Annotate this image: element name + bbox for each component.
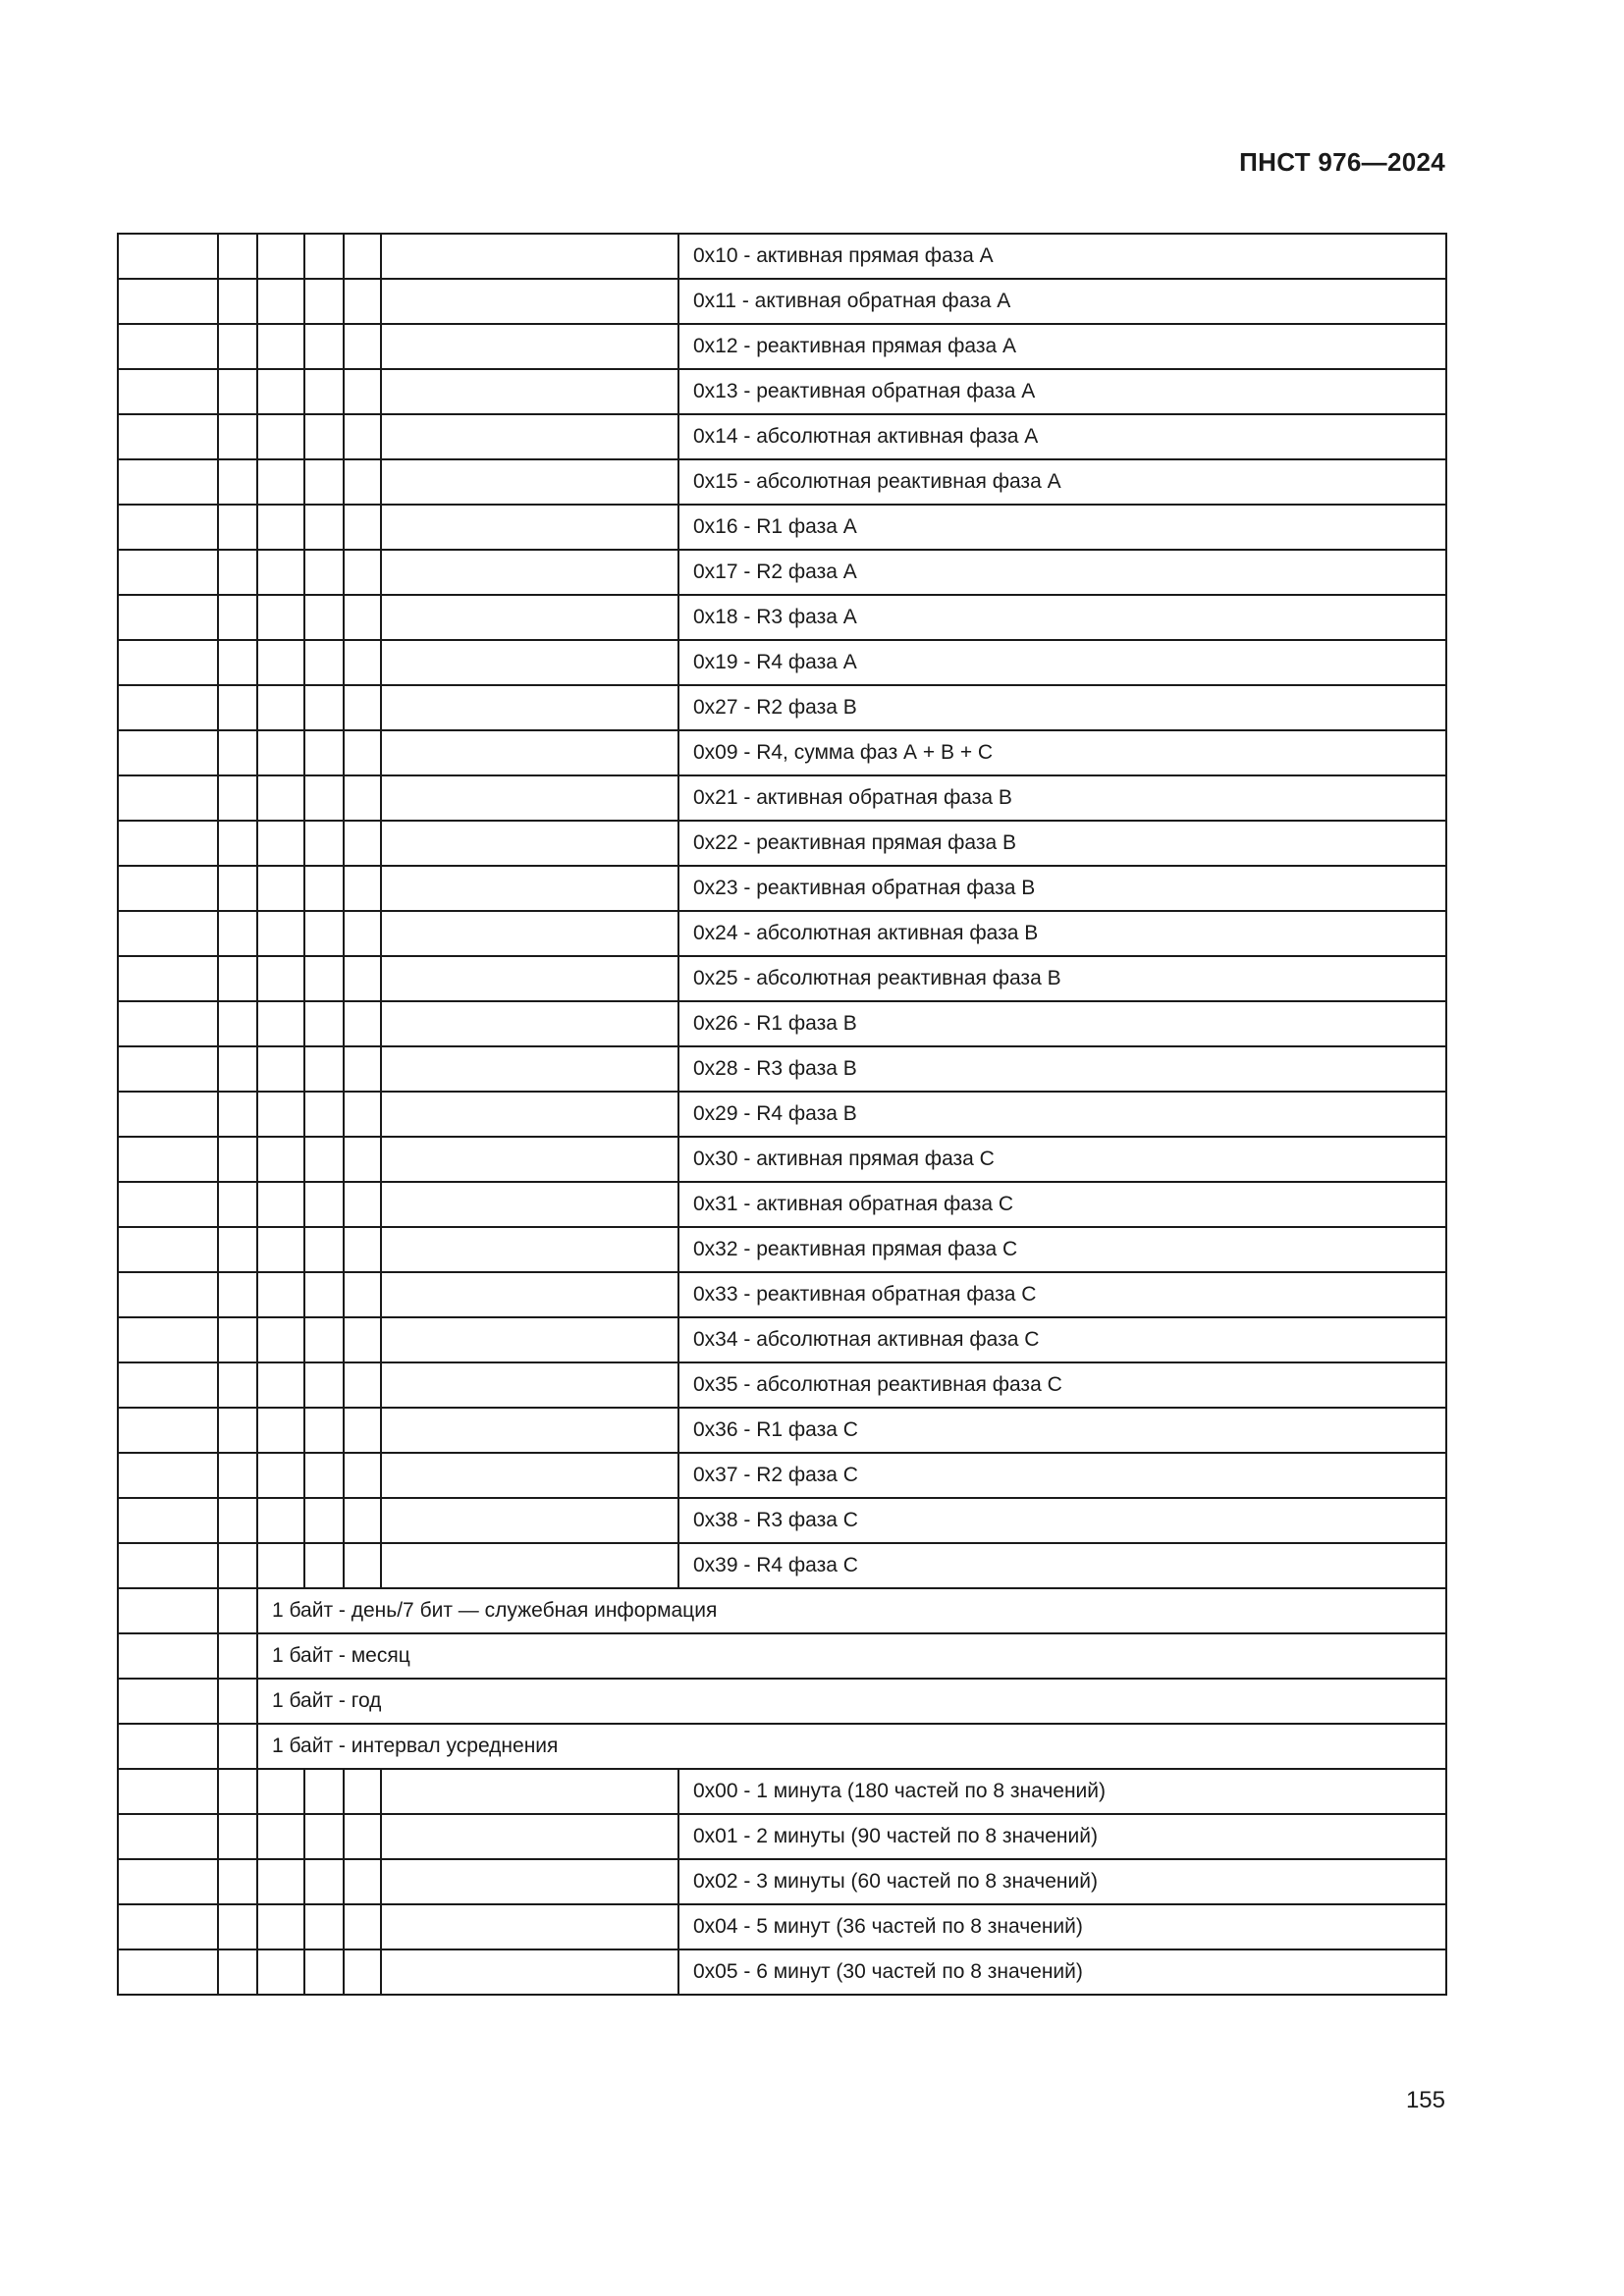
- empty-cell: [381, 911, 678, 956]
- empty-cell: [218, 1046, 257, 1092]
- empty-cell: [218, 775, 257, 821]
- empty-cell: [304, 1543, 344, 1588]
- empty-cell: [344, 369, 381, 414]
- empty-cell: [257, 1046, 304, 1092]
- byte-description-cell: 1 байт - месяц: [257, 1633, 1446, 1679]
- empty-cell: [118, 1904, 218, 1949]
- code-description-cell: 0x13 - реактивная обратная фаза А: [678, 369, 1446, 414]
- table-row: [118, 1859, 1446, 1904]
- table-row: [118, 775, 1446, 821]
- empty-cell: [218, 459, 257, 505]
- empty-cell: [218, 505, 257, 550]
- empty-cell: [218, 730, 257, 775]
- empty-cell: [304, 775, 344, 821]
- empty-cell: [304, 369, 344, 414]
- empty-cell: [344, 1182, 381, 1227]
- byte-description-cell: 1 байт - год: [257, 1679, 1446, 1724]
- empty-cell: [118, 640, 218, 685]
- empty-cell: [118, 911, 218, 956]
- empty-cell: [257, 1092, 304, 1137]
- code-description-cell: 0x30 - активная прямая фаза С: [678, 1137, 1446, 1182]
- empty-cell: [218, 550, 257, 595]
- empty-cell: [304, 505, 344, 550]
- empty-cell: [344, 1543, 381, 1588]
- empty-cell: [344, 1362, 381, 1408]
- code-description-cell: 0x36 - R1 фаза С: [678, 1408, 1446, 1453]
- empty-cell: [344, 866, 381, 911]
- code-description-cell: 0x09 - R4, сумма фаз А + В + С: [678, 730, 1446, 775]
- empty-cell: [218, 1679, 257, 1724]
- table-row: [118, 730, 1446, 775]
- code-description-cell: 0x31 - активная обратная фаза С: [678, 1182, 1446, 1227]
- empty-cell: [344, 1814, 381, 1859]
- empty-cell: [381, 324, 678, 369]
- table-row: [118, 1182, 1446, 1227]
- empty-cell: [257, 956, 304, 1001]
- empty-cell: [118, 956, 218, 1001]
- empty-cell: [118, 279, 218, 324]
- empty-cell: [304, 911, 344, 956]
- empty-cell: [381, 414, 678, 459]
- code-description-cell: 0x15 - абсолютная реактивная фаза А: [678, 459, 1446, 505]
- empty-cell: [344, 911, 381, 956]
- empty-cell: [381, 369, 678, 414]
- empty-cell: [118, 1137, 218, 1182]
- empty-cell: [218, 821, 257, 866]
- empty-cell: [118, 1679, 218, 1724]
- empty-cell: [381, 1046, 678, 1092]
- table-row: [118, 1046, 1446, 1092]
- table-row: [118, 1408, 1446, 1453]
- empty-cell: [381, 1904, 678, 1949]
- empty-cell: [118, 1408, 218, 1453]
- empty-cell: [381, 234, 678, 279]
- empty-cell: [118, 324, 218, 369]
- table-row: [118, 866, 1446, 911]
- empty-cell: [218, 369, 257, 414]
- empty-cell: [218, 279, 257, 324]
- empty-cell: [381, 1453, 678, 1498]
- table-row: [118, 685, 1446, 730]
- empty-cell: [381, 730, 678, 775]
- empty-cell: [304, 1904, 344, 1949]
- code-description-cell: 0x32 - реактивная прямая фаза С: [678, 1227, 1446, 1272]
- empty-cell: [381, 1092, 678, 1137]
- empty-cell: [257, 1543, 304, 1588]
- empty-cell: [257, 821, 304, 866]
- empty-cell: [218, 234, 257, 279]
- empty-cell: [118, 866, 218, 911]
- code-description-cell: 0x22 - реактивная прямая фаза В: [678, 821, 1446, 866]
- empty-cell: [304, 1092, 344, 1137]
- empty-cell: [381, 1182, 678, 1227]
- empty-cell: [344, 956, 381, 1001]
- empty-cell: [344, 1046, 381, 1092]
- empty-cell: [118, 1588, 218, 1633]
- code-description-cell: 0x38 - R3 фаза С: [678, 1498, 1446, 1543]
- empty-cell: [218, 1227, 257, 1272]
- table-row: [118, 1137, 1446, 1182]
- empty-cell: [218, 1001, 257, 1046]
- empty-cell: [344, 279, 381, 324]
- table-row: [118, 1362, 1446, 1408]
- empty-cell: [344, 1859, 381, 1904]
- empty-cell: [218, 1092, 257, 1137]
- empty-cell: [304, 550, 344, 595]
- empty-cell: [304, 1453, 344, 1498]
- empty-cell: [218, 1453, 257, 1498]
- byte-description-cell: 1 байт - день/7 бит — служебная информация: [257, 1588, 1446, 1633]
- code-description-cell: 0x00 - 1 минута (180 частей по 8 значений): [678, 1769, 1446, 1814]
- empty-cell: [257, 234, 304, 279]
- empty-cell: [118, 685, 218, 730]
- empty-cell: [304, 1272, 344, 1317]
- empty-cell: [257, 369, 304, 414]
- empty-cell: [257, 550, 304, 595]
- empty-cell: [304, 595, 344, 640]
- code-description-cell: 0x12 - реактивная прямая фаза А: [678, 324, 1446, 369]
- empty-cell: [381, 1408, 678, 1453]
- empty-cell: [257, 1317, 304, 1362]
- empty-cell: [304, 1769, 344, 1814]
- empty-cell: [344, 821, 381, 866]
- empty-cell: [118, 1001, 218, 1046]
- table-row: [118, 1001, 1446, 1046]
- empty-cell: [257, 1272, 304, 1317]
- empty-cell: [118, 505, 218, 550]
- empty-cell: [344, 595, 381, 640]
- empty-cell: [257, 1182, 304, 1227]
- code-description-cell: 0x11 - активная обратная фаза А: [678, 279, 1446, 324]
- code-description-cell: 0x25 - абсолютная реактивная фаза В: [678, 956, 1446, 1001]
- empty-cell: [381, 279, 678, 324]
- empty-cell: [118, 730, 218, 775]
- empty-cell: [218, 1272, 257, 1317]
- empty-cell: [118, 595, 218, 640]
- code-description-cell: 0x19 - R4 фаза А: [678, 640, 1446, 685]
- empty-cell: [218, 1724, 257, 1769]
- table-row: [118, 1633, 1446, 1679]
- empty-cell: [304, 1046, 344, 1092]
- empty-cell: [304, 324, 344, 369]
- code-description-cell: 0x24 - абсолютная активная фаза В: [678, 911, 1446, 956]
- empty-cell: [344, 1769, 381, 1814]
- empty-cell: [218, 1137, 257, 1182]
- empty-cell: [304, 459, 344, 505]
- empty-cell: [381, 1769, 678, 1814]
- code-description-cell: 0x10 - активная прямая фаза А: [678, 234, 1446, 279]
- empty-cell: [118, 234, 218, 279]
- empty-cell: [304, 234, 344, 279]
- empty-cell: [118, 1362, 218, 1408]
- empty-cell: [304, 1317, 344, 1362]
- empty-cell: [381, 1317, 678, 1362]
- code-description-cell: 0x27 - R2 фаза В: [678, 685, 1446, 730]
- empty-cell: [344, 234, 381, 279]
- empty-cell: [344, 775, 381, 821]
- table-row: [118, 1724, 1446, 1769]
- empty-cell: [381, 1362, 678, 1408]
- empty-cell: [118, 1046, 218, 1092]
- empty-cell: [218, 911, 257, 956]
- empty-cell: [118, 821, 218, 866]
- empty-cell: [304, 1137, 344, 1182]
- code-description-cell: 0x28 - R3 фаза В: [678, 1046, 1446, 1092]
- table-row: [118, 911, 1446, 956]
- empty-cell: [257, 1001, 304, 1046]
- empty-cell: [218, 1498, 257, 1543]
- empty-cell: [257, 866, 304, 911]
- empty-cell: [344, 1904, 381, 1949]
- empty-cell: [344, 324, 381, 369]
- document-id: ПНСТ 976—2024: [1239, 147, 1445, 177]
- empty-cell: [381, 1137, 678, 1182]
- table-row: [118, 1453, 1446, 1498]
- table-row: [118, 821, 1446, 866]
- code-description-cell: 0x05 - 6 минут (30 частей по 8 значений): [678, 1949, 1446, 1995]
- table-row: [118, 1814, 1446, 1859]
- table-row: [118, 1317, 1446, 1362]
- empty-cell: [257, 1227, 304, 1272]
- empty-cell: [118, 1227, 218, 1272]
- empty-cell: [381, 640, 678, 685]
- empty-cell: [218, 1814, 257, 1859]
- empty-cell: [257, 911, 304, 956]
- empty-cell: [381, 866, 678, 911]
- empty-cell: [381, 1814, 678, 1859]
- table-row: [118, 640, 1446, 685]
- empty-cell: [344, 1272, 381, 1317]
- empty-cell: [257, 1137, 304, 1182]
- empty-cell: [257, 1453, 304, 1498]
- table-row: [118, 414, 1446, 459]
- code-description-cell: 0x37 - R2 фаза С: [678, 1453, 1446, 1498]
- empty-cell: [218, 1904, 257, 1949]
- table-row: [118, 279, 1446, 324]
- empty-cell: [304, 730, 344, 775]
- table-row: [118, 1092, 1446, 1137]
- code-description-cell: 0x29 - R4 фаза В: [678, 1092, 1446, 1137]
- empty-cell: [344, 414, 381, 459]
- empty-cell: [118, 1317, 218, 1362]
- empty-cell: [218, 640, 257, 685]
- empty-cell: [118, 1949, 218, 1995]
- empty-cell: [344, 1408, 381, 1453]
- empty-cell: [257, 1949, 304, 1995]
- table-row: [118, 550, 1446, 595]
- empty-cell: [304, 1859, 344, 1904]
- empty-cell: [118, 1453, 218, 1498]
- code-description-cell: 0x01 - 2 минуты (90 частей по 8 значений): [678, 1814, 1446, 1859]
- empty-cell: [218, 1182, 257, 1227]
- empty-cell: [218, 1408, 257, 1453]
- code-description-cell: 0x14 - абсолютная активная фаза А: [678, 414, 1446, 459]
- empty-cell: [118, 550, 218, 595]
- empty-cell: [118, 1498, 218, 1543]
- empty-cell: [381, 1543, 678, 1588]
- empty-cell: [304, 821, 344, 866]
- empty-cell: [304, 956, 344, 1001]
- code-description-cell: 0x26 - R1 фаза В: [678, 1001, 1446, 1046]
- empty-cell: [381, 595, 678, 640]
- empty-cell: [257, 279, 304, 324]
- empty-cell: [344, 730, 381, 775]
- empty-cell: [257, 730, 304, 775]
- empty-cell: [381, 775, 678, 821]
- code-description-cell: 0x02 - 3 минуты (60 частей по 8 значений): [678, 1859, 1446, 1904]
- empty-cell: [344, 1949, 381, 1995]
- empty-cell: [381, 505, 678, 550]
- empty-cell: [218, 1949, 257, 1995]
- empty-cell: [381, 550, 678, 595]
- empty-cell: [344, 1137, 381, 1182]
- empty-cell: [257, 1769, 304, 1814]
- empty-cell: [118, 775, 218, 821]
- table-row: [118, 234, 1446, 279]
- empty-cell: [381, 1227, 678, 1272]
- empty-cell: [257, 414, 304, 459]
- empty-cell: [257, 1814, 304, 1859]
- empty-cell: [381, 1859, 678, 1904]
- code-description-cell: 0x18 - R3 фаза А: [678, 595, 1446, 640]
- table-row: [118, 459, 1446, 505]
- code-description-cell: 0x23 - реактивная обратная фаза В: [678, 866, 1446, 911]
- code-description-cell: 0x35 - абсолютная реактивная фаза С: [678, 1362, 1446, 1408]
- empty-cell: [118, 1092, 218, 1137]
- empty-cell: [257, 595, 304, 640]
- empty-cell: [257, 775, 304, 821]
- empty-cell: [218, 414, 257, 459]
- code-description-cell: 0x39 - R4 фаза С: [678, 1543, 1446, 1588]
- empty-cell: [218, 1633, 257, 1679]
- empty-cell: [304, 685, 344, 730]
- empty-cell: [118, 1724, 218, 1769]
- empty-cell: [344, 550, 381, 595]
- empty-cell: [218, 1859, 257, 1904]
- empty-cell: [381, 1001, 678, 1046]
- table-row: [118, 1272, 1446, 1317]
- empty-cell: [257, 1904, 304, 1949]
- empty-cell: [381, 459, 678, 505]
- code-description-cell: 0x16 - R1 фаза А: [678, 505, 1446, 550]
- empty-cell: [257, 324, 304, 369]
- empty-cell: [344, 1498, 381, 1543]
- empty-cell: [344, 685, 381, 730]
- empty-cell: [118, 1769, 218, 1814]
- empty-cell: [304, 640, 344, 685]
- empty-cell: [304, 279, 344, 324]
- empty-cell: [381, 1498, 678, 1543]
- empty-cell: [257, 459, 304, 505]
- empty-cell: [344, 1453, 381, 1498]
- empty-cell: [257, 1859, 304, 1904]
- empty-cell: [257, 685, 304, 730]
- table-row: [118, 505, 1446, 550]
- page-number: 155: [1405, 2087, 1445, 2113]
- empty-cell: [218, 1543, 257, 1588]
- empty-cell: [218, 1769, 257, 1814]
- empty-cell: [118, 1543, 218, 1588]
- table-row: [118, 1904, 1446, 1949]
- table-row: [118, 1769, 1446, 1814]
- empty-cell: [218, 1317, 257, 1362]
- empty-cell: [304, 1498, 344, 1543]
- empty-cell: [257, 1498, 304, 1543]
- empty-cell: [381, 685, 678, 730]
- code-description-cell: 0x04 - 5 минут (36 частей по 8 значений): [678, 1904, 1446, 1949]
- table-row: [118, 1227, 1446, 1272]
- empty-cell: [257, 640, 304, 685]
- empty-cell: [344, 640, 381, 685]
- empty-cell: [218, 956, 257, 1001]
- table-row: [118, 1949, 1446, 1995]
- empty-cell: [381, 1272, 678, 1317]
- empty-cell: [257, 505, 304, 550]
- empty-cell: [304, 1814, 344, 1859]
- empty-cell: [304, 1408, 344, 1453]
- code-description-cell: 0x33 - реактивная обратная фаза С: [678, 1272, 1446, 1317]
- empty-cell: [118, 369, 218, 414]
- empty-cell: [304, 414, 344, 459]
- table-row: [118, 369, 1446, 414]
- empty-cell: [118, 414, 218, 459]
- table-row: [118, 1588, 1446, 1633]
- empty-cell: [218, 1588, 257, 1633]
- table-row: [118, 1543, 1446, 1588]
- code-description-cell: 0x21 - активная обратная фаза В: [678, 775, 1446, 821]
- code-description-cell: 0x17 - R2 фаза А: [678, 550, 1446, 595]
- empty-cell: [218, 866, 257, 911]
- empty-cell: [218, 685, 257, 730]
- empty-cell: [257, 1408, 304, 1453]
- empty-cell: [218, 595, 257, 640]
- empty-cell: [344, 1092, 381, 1137]
- empty-cell: [344, 1317, 381, 1362]
- empty-cell: [304, 866, 344, 911]
- table-row: [118, 324, 1446, 369]
- empty-cell: [218, 324, 257, 369]
- empty-cell: [304, 1182, 344, 1227]
- code-description-cell: 0x34 - абсолютная активная фаза С: [678, 1317, 1446, 1362]
- empty-cell: [304, 1362, 344, 1408]
- empty-cell: [304, 1227, 344, 1272]
- empty-cell: [118, 459, 218, 505]
- empty-cell: [118, 1182, 218, 1227]
- empty-cell: [344, 1001, 381, 1046]
- empty-cell: [381, 956, 678, 1001]
- data-table: [117, 233, 1447, 1996]
- empty-cell: [118, 1272, 218, 1317]
- empty-cell: [218, 1362, 257, 1408]
- byte-description-cell: 1 байт - интервал усреднения: [257, 1724, 1446, 1769]
- empty-cell: [257, 1362, 304, 1408]
- empty-cell: [118, 1859, 218, 1904]
- table-row: [118, 956, 1446, 1001]
- empty-cell: [344, 1227, 381, 1272]
- empty-cell: [381, 821, 678, 866]
- empty-cell: [381, 1949, 678, 1995]
- empty-cell: [118, 1633, 218, 1679]
- empty-cell: [344, 505, 381, 550]
- empty-cell: [118, 1814, 218, 1859]
- table-row: [118, 595, 1446, 640]
- empty-cell: [304, 1949, 344, 1995]
- empty-cell: [344, 459, 381, 505]
- table-row: [118, 1679, 1446, 1724]
- table-row: [118, 1498, 1446, 1543]
- empty-cell: [304, 1001, 344, 1046]
